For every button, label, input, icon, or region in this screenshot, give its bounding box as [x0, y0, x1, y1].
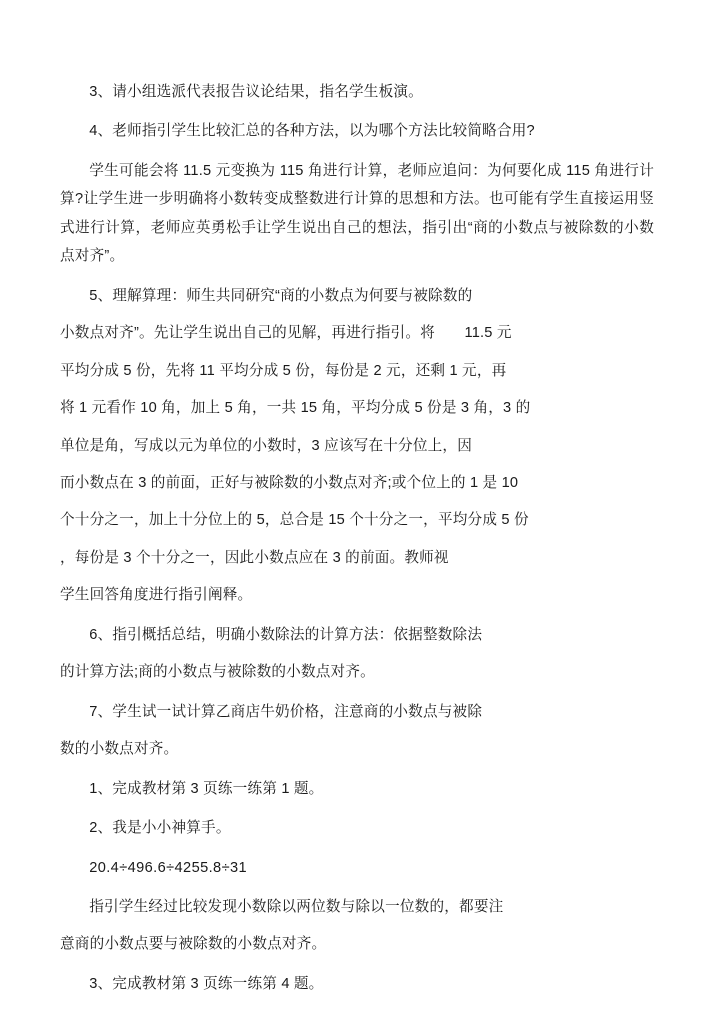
exercise-3-textbook-page3: 3、完成教材第 3 页练一练第 4 题。	[89, 975, 324, 992]
paragraph-3-report: 3、请小组选派代表报告议论结果，指名学生板演。	[89, 84, 423, 100]
exercise-1-textbook-page3: 1、完成教材第 3 页练一练第 1 题。	[89, 780, 324, 797]
paragraph-guide-compare-cont: 意商的小数点要与被除数的小数点对齐。	[60, 936, 327, 953]
paragraph-6-summary-cont: 的计算方法;商的小数点与被除数的小数点对齐。	[60, 664, 375, 681]
paragraph-4-compare-methods: 4、老师指引学生比较汇总的各种方法，以为哪个方法比较简略合用?	[89, 123, 535, 140]
paragraph-line-three-tenths: ，每份是 3 个十分之一，因此小数点应在 3 的前面。教师视	[60, 549, 449, 566]
paragraph-guide-compare: 指引学生经过比较发现小数除以两位数与除以一位数的，都要注	[89, 898, 504, 915]
paragraph-line-ten-jiao: 将 1 元看作 10 角，加上 5 角，一共 15 角，平均分成 5 份是 3 角，3 的	[60, 400, 531, 417]
paragraph-6-summary: 6、指引概括总结，明确小数除法的计算方法：依据整数除法	[89, 626, 483, 643]
paragraph-line-decimal-align: 小数点对齐”。先让学生说出自己的见解，再进行指引。将 11.5 元	[60, 325, 512, 342]
paragraph-line-unit-jiao: 单位是角，写成以元为单位的小数时，3 应该写在十分位上，因	[60, 437, 473, 454]
exercise-2-expressions: 20.4÷496.6÷4255.8÷31	[89, 859, 248, 876]
paragraph-line-divide-five: 平均分成 5 份，先将 11 平均分成 5 份，每份是 2 元，还剩 1 元，再	[60, 362, 507, 379]
exercise-2-mental-math: 2、我是小小神算手。	[89, 820, 231, 837]
paragraph-7-try-milk-price: 7、学生试一试计算乙商店牛奶价格，注意商的小数点与被除	[89, 703, 483, 720]
paragraph-7-try-cont: 数的小数点对齐。	[60, 741, 179, 758]
paragraph-student-conversion: 学生可能会将 11.5 元变换为 115 角进行计算，老师应追问：为何要化成 115 角进行计算?让学生进一步明确将小数转变成整数进行计算的思想和方法。也可能有学生直接运用竖式进行计算，老师应英勇松手让学生说出自己的想法，指引出“商的小数点与被除数的小数点对齐”。	[60, 162, 654, 265]
paragraph-line-teacher-explains: 学生回答角度进行指引阐释。	[60, 587, 253, 604]
paragraph-5-understand-reasoning: 5、理解算理：师生共同研究“商的小数点为何要与被除数的	[89, 287, 473, 304]
document-body	[60, 78, 654, 998]
paragraph-line-point-before-three: 而小数点在 3 的前面，正好与被除数的小数点对齐;或个位上的 1 是 10	[60, 474, 519, 491]
paragraph-line-fifteen-tenths: 个十分之一，加上十分位上的 5，总合是 15 个十分之一，平均分成 5 份	[60, 512, 529, 529]
